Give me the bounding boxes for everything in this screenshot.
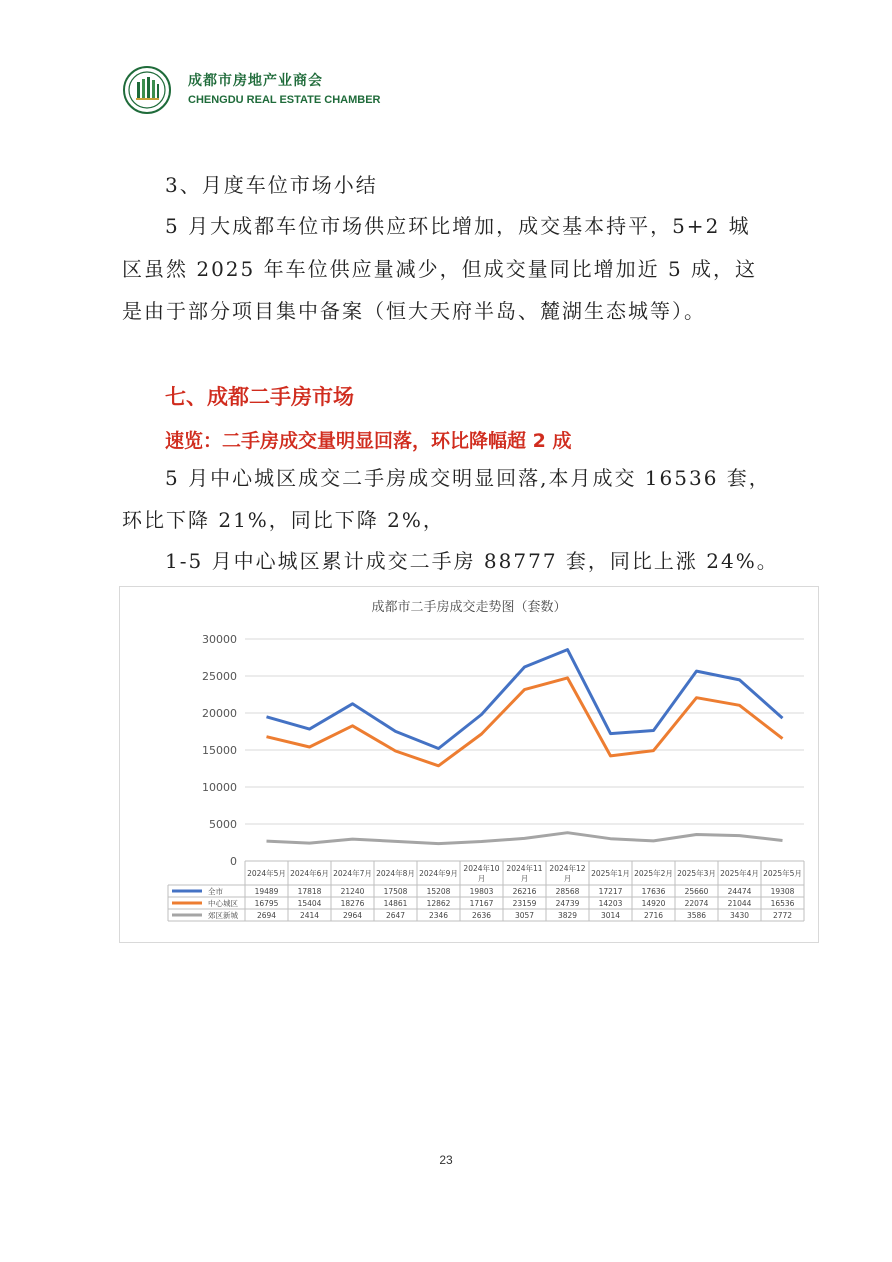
- data-label: 15404: [297, 899, 322, 908]
- section7-subheading: 速览：二手房成交量明显回落，环比降幅超 2 成: [165, 430, 572, 452]
- legend-entry: 郊区新城: [208, 911, 238, 920]
- section3-line3: 是由于部分项目集中备案（恒大天府半岛、麓湖生态城等）。: [122, 299, 706, 323]
- x-tick-label: 2024年7月: [333, 869, 372, 878]
- data-label: 18276: [340, 899, 365, 908]
- line-chart: [120, 587, 818, 942]
- data-label: 2414: [299, 911, 320, 920]
- y-tick-label: 10000: [202, 781, 237, 794]
- data-label: 15208: [426, 887, 451, 896]
- data-label: 17636: [641, 887, 666, 896]
- data-label: 16536: [770, 899, 795, 908]
- section7-para1-line2: 环比下降 21%，同比下降 2%，: [122, 508, 445, 532]
- data-label: 3829: [557, 911, 578, 920]
- x-tick-label: 2025年3月: [677, 869, 716, 878]
- data-label: 14920: [641, 899, 666, 908]
- x-tick-label: 2024年11: [506, 864, 543, 873]
- series-line-1: [267, 678, 783, 766]
- section3-line2: 区虽然 2025 年车位供应量减少，但成交量同比增加近 5 成，这: [122, 257, 758, 281]
- x-tick-label: 月: [520, 874, 529, 883]
- data-label: 3057: [514, 911, 535, 920]
- data-label: 2772: [772, 911, 793, 920]
- x-tick-label: 2025年5月: [763, 869, 802, 878]
- page-number: 23: [439, 1153, 453, 1167]
- x-tick-label: 月: [563, 874, 572, 883]
- y-tick-label: 25000: [202, 670, 237, 683]
- data-label: 2716: [643, 911, 664, 920]
- chart-title: 成都市二手房成交走势图（套数）: [371, 600, 567, 615]
- data-label: 19308: [770, 887, 795, 896]
- data-label: 2647: [385, 911, 406, 920]
- data-label: 14203: [598, 899, 623, 908]
- data-label: 2346: [428, 911, 449, 920]
- data-label: 19803: [469, 887, 494, 896]
- org-name-cn: 成都市房地产业商会: [188, 73, 323, 89]
- data-label: 26216: [512, 887, 537, 896]
- x-tick-label: 月: [477, 874, 486, 883]
- y-tick-label: 5000: [209, 818, 237, 831]
- y-tick-label: 30000: [202, 633, 237, 646]
- data-label: 2636: [471, 911, 492, 920]
- data-label: 28568: [555, 887, 580, 896]
- x-tick-label: 2024年8月: [376, 869, 415, 878]
- y-tick-label: 20000: [202, 707, 237, 720]
- section7-heading: 七、成都二手房市场: [165, 385, 354, 409]
- x-tick-label: 2025年4月: [720, 869, 759, 878]
- data-label: 22074: [684, 899, 709, 908]
- section3-line1: 5 月大成都车位市场供应环比增加，成交基本持平，5+2 城: [165, 214, 751, 238]
- data-label: 25660: [684, 887, 709, 896]
- legend-entry: 全市: [208, 887, 223, 896]
- data-label: 3586: [686, 911, 707, 920]
- x-tick-label: 2024年6月: [290, 869, 329, 878]
- data-label: 24474: [727, 887, 752, 896]
- x-tick-label: 2024年12: [549, 864, 586, 873]
- x-tick-label: 2025年1月: [591, 869, 630, 878]
- data-label: 16795: [254, 899, 279, 908]
- section3-heading: 3、月度车位市场小结: [165, 173, 378, 197]
- data-label: 19489: [254, 887, 279, 896]
- x-tick-label: 2025年2月: [634, 869, 673, 878]
- data-label: 21044: [727, 899, 752, 908]
- data-label: 14861: [383, 899, 408, 908]
- data-label: 17508: [383, 887, 408, 896]
- data-label: 12862: [426, 899, 451, 908]
- data-label: 23159: [512, 899, 537, 908]
- data-label: 3014: [600, 911, 621, 920]
- legend-entry: 中心城区: [208, 899, 238, 908]
- data-label: 24739: [555, 899, 580, 908]
- data-label: 21240: [340, 887, 365, 896]
- data-label: 17217: [598, 887, 623, 896]
- data-label: 2964: [342, 911, 363, 920]
- x-tick-label: 2024年10: [463, 864, 500, 873]
- y-tick-label: 0: [230, 855, 237, 868]
- data-label: 17818: [297, 887, 322, 896]
- x-tick-label: 2024年9月: [419, 869, 458, 878]
- chamber-logo-icon: [123, 66, 171, 114]
- section7-para1-line1: 5 月中心城区成交二手房成交明显回落,本月成交 16536 套，: [165, 466, 771, 490]
- data-label: 3430: [729, 911, 750, 920]
- x-tick-label: 2024年5月: [247, 869, 286, 878]
- data-label: 17167: [469, 899, 494, 908]
- y-tick-label: 15000: [202, 744, 237, 757]
- chart-frame: [119, 586, 819, 943]
- data-label: 2694: [256, 911, 277, 920]
- section7-para2: 1-5 月中心城区累计成交二手房 88777 套，同比上涨 24%。: [165, 549, 779, 573]
- series-line-2: [267, 833, 783, 844]
- org-name-en: CHENGDU REAL ESTATE CHAMBER: [188, 94, 381, 106]
